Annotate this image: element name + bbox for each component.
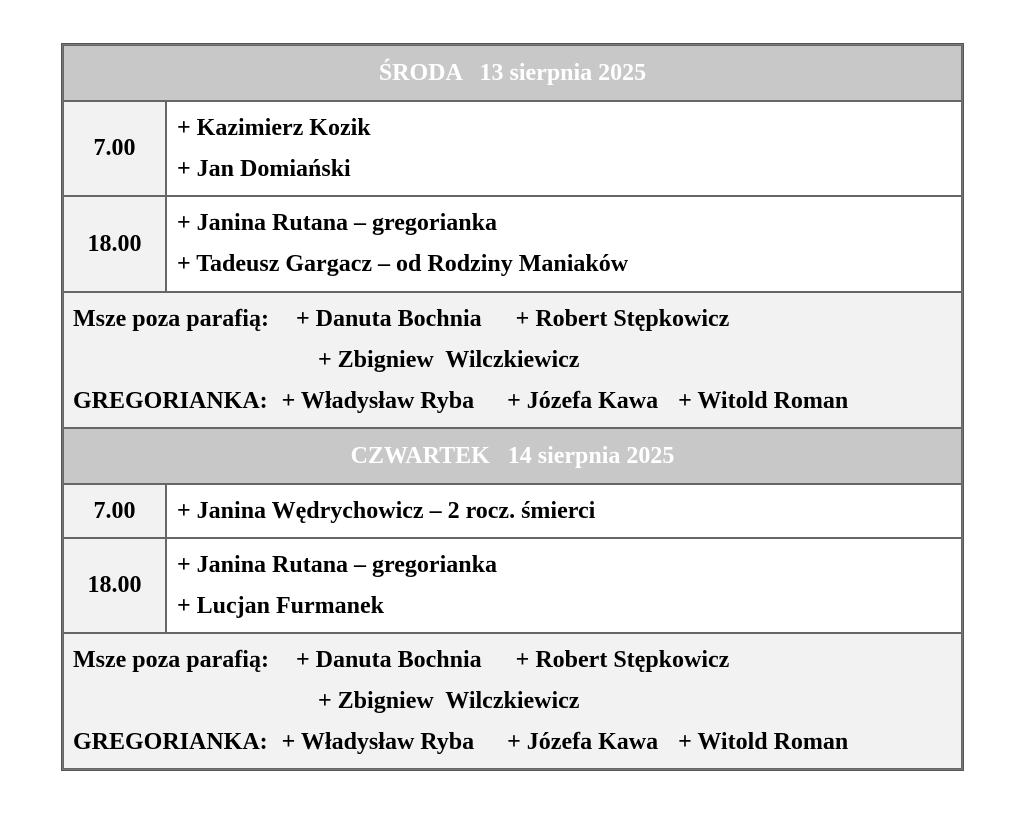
gregorianka-intention: + Józefa Kawa xyxy=(507,728,659,755)
outside-row xyxy=(63,292,962,428)
outside-intention: + Robert Stępkowicz xyxy=(515,646,730,673)
outside-intention: + Danuta Bochnia xyxy=(295,646,482,673)
outside-line-1 xyxy=(73,299,961,340)
intention: + Jan Domiański xyxy=(177,155,351,182)
gregorianka-intention: + Władysław Ryba xyxy=(281,387,475,414)
mass-time: 7.00 xyxy=(63,101,166,196)
gregorianka-intention: + Witold Roman xyxy=(678,728,849,755)
mass-schedule xyxy=(61,43,964,771)
mass-row xyxy=(63,196,962,292)
gregorianka-label: GREGORIANKA: xyxy=(73,728,268,755)
intention: + Tadeusz Gargacz – od Rodziny Maniaków xyxy=(177,251,629,277)
intention: + Janina Wędrychowicz – 2 rocz. śmierci xyxy=(177,497,596,524)
outside-line-1 xyxy=(73,640,961,681)
intention: + Janina Rutana – gregorianka xyxy=(177,210,497,236)
outside-line-2 xyxy=(73,681,961,722)
intention: + Kazimierz Kozik xyxy=(177,114,371,141)
outside-row xyxy=(63,633,962,769)
mass-intentions xyxy=(166,196,962,292)
gregorianka-intention: + Władysław Ryba xyxy=(281,728,475,755)
outside-line-2 xyxy=(73,340,961,381)
gregorianka-intention: + Witold Roman xyxy=(678,387,849,414)
gregorianka-line xyxy=(73,381,961,422)
mass-time: 7.00 xyxy=(63,484,166,538)
masses-outside-parish xyxy=(63,292,962,428)
mass-intentions xyxy=(166,538,962,633)
mass-row xyxy=(63,538,962,633)
gregorianka-intention: + Józefa Kawa xyxy=(507,387,659,414)
outside-intention: + Robert Stępkowicz xyxy=(515,305,730,332)
intention: + Janina Rutana – gregorianka xyxy=(177,551,497,578)
day-heading: CZWARTEK 14 sierpnia 2025 xyxy=(63,428,962,484)
day-header-row xyxy=(63,45,962,101)
mass-intentions xyxy=(166,484,962,538)
mass-row xyxy=(63,484,962,538)
outside-intention: + Zbigniew Wilczkiewicz xyxy=(318,687,580,714)
day-heading: ŚRODA 13 sierpnia 2025 xyxy=(63,45,962,101)
outside-label: Msze poza parafią: xyxy=(73,305,269,332)
outside-intention: + Zbigniew Wilczkiewicz xyxy=(318,346,580,373)
schedule-table xyxy=(63,45,962,769)
day-header-row xyxy=(63,428,962,484)
gregorianka-label: GREGORIANKA: xyxy=(73,387,268,414)
mass-intentions xyxy=(166,101,962,196)
gregorianka-line xyxy=(73,722,961,763)
mass-row xyxy=(63,101,962,196)
mass-time: 18.00 xyxy=(63,538,166,633)
mass-time: 18.00 xyxy=(63,196,166,292)
intention: + Lucjan Furmanek xyxy=(177,592,385,619)
outside-intention: + Danuta Bochnia xyxy=(295,305,482,332)
outside-label: Msze poza parafią: xyxy=(73,646,269,673)
masses-outside-parish xyxy=(63,633,962,769)
